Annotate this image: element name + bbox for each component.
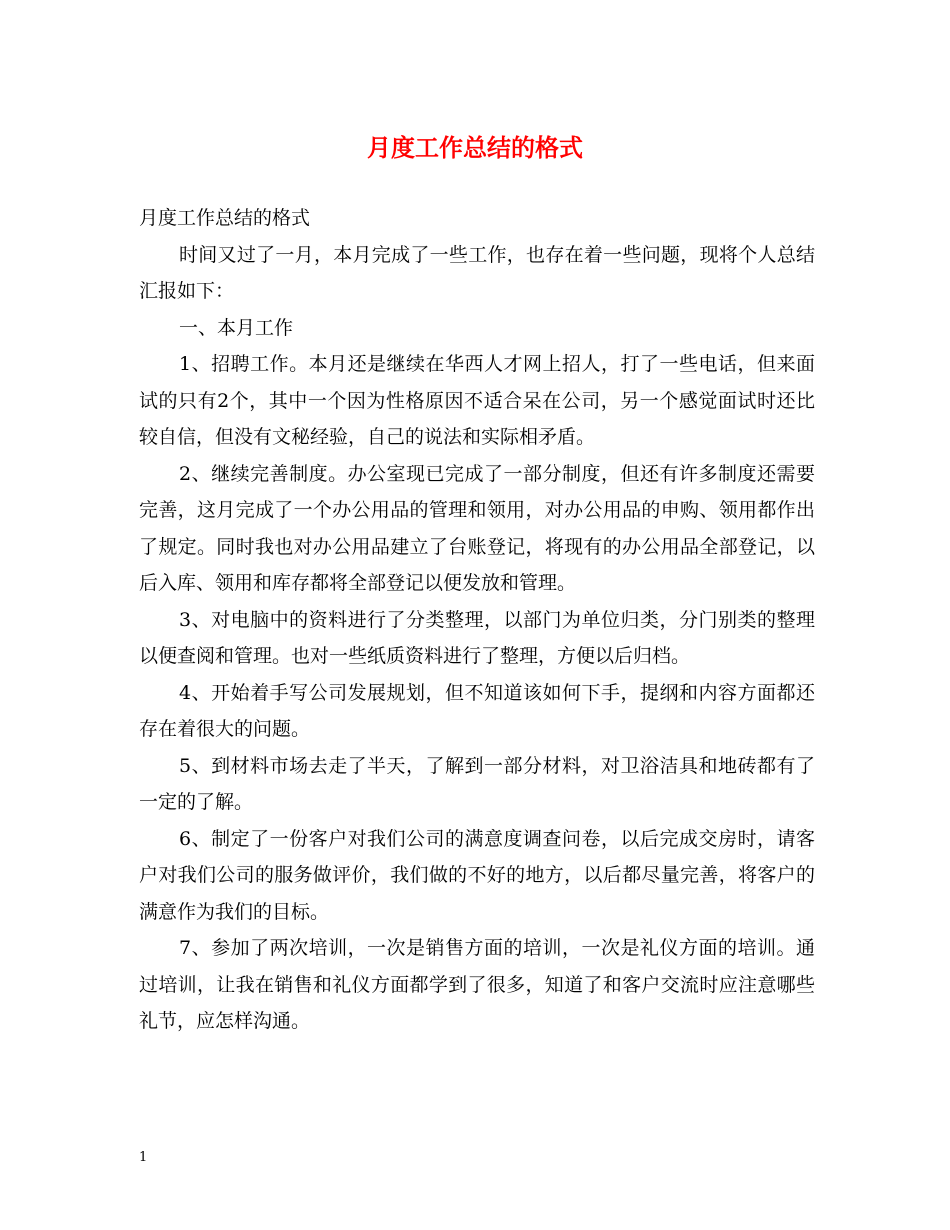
paragraph-item-5: 5、到材料市场去走了半天，了解到一部分材料，对卫浴洁具和地砖都有了一定的了解。	[139, 754, 815, 813]
page-number: 1	[139, 1150, 148, 1165]
document-body	[139, 200, 815, 1040]
document-title: 月度工作总结的格式	[367, 133, 583, 162]
paragraph-item-6: 6、制定了一份客户对我们公司的满意度调查问卷，以后完成交房时，请客户对我们公司的服务做评价，我们做的不好的地方，以后都尽量完善，将客户的满意作为我们的目标。	[139, 827, 815, 923]
paragraph-item-7: 7、参加了两次培训，一次是销售方面的培训，一次是礼仪方面的培训。通过培训，让我在销售和礼仪方面都学到了很多，知道了和客户交流时应注意哪些礼节，应怎样沟通。	[139, 937, 815, 1032]
section-heading: 一、本月工作	[179, 316, 294, 339]
paragraph-intro: 时间又过了一月，本月完成了一些工作，也存在着一些问题，现将个人总结汇报如下：	[139, 243, 815, 302]
paragraph-item-1: 1、招聘工作。本月还是继续在华西人才网上招人，打了一些电话，但来面试的只有2个，其中一个因为性格原因不适合呆在公司，另一个感觉面试时还比较自信，但没有文秘经验，自己的说法和实际相矛盾。	[139, 353, 815, 448]
paragraph-item-2: 2、继续完善制度。办公室现已完成了一部分制度，但还有许多制度还需要完善，这月完成了一个办公用品的管理和领用，对办公用品的申购、领用都作出了规定。同时我也对办公用品建立了台账登记，将现有的办公用品全部登记，以后入库、领用和库存都将全部登记以便发放和管理。	[139, 462, 815, 594]
paragraph-item-3: 3、对电脑中的资料进行了分类整理，以部门为单位归类，分门别类的整理以便查阅和管理。也对一些纸质资料进行了整理，方便以后归档。	[139, 608, 815, 667]
document-subtitle: 月度工作总结的格式	[139, 207, 311, 229]
paragraph-item-4: 4、开始着手写公司发展规划，但不知道该如何下手，提纲和内容方面都还存在着很大的问题。	[139, 681, 815, 740]
